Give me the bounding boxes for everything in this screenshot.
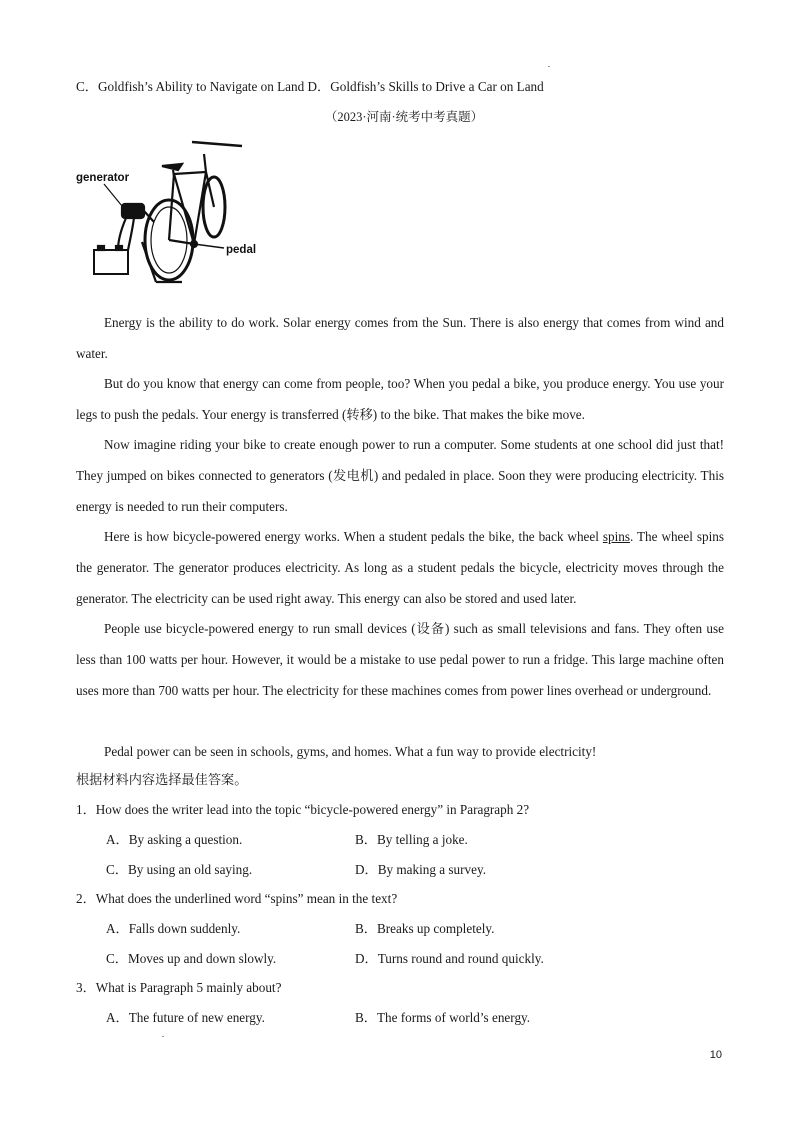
passage-paragraph-1: Energy is the ability to do work. Solar energy comes from the Sun. There is also energy that comes from wind and water. [76, 315, 724, 361]
passage-paragraph-4 [76, 521, 724, 614]
paragraph-4-text-end: . The wheel spins the generator. The generator produces electricity. As long as a student pedals the bicycle, electricity moves through the generator. The electricity can be used right away. This energy can also be stored and used later. [76, 529, 724, 606]
question-1-option-d[interactable]: D．By making a survey. [355, 862, 486, 877]
instruction: 根据材料内容选择最佳答案。 [76, 772, 248, 787]
question-2-option-b[interactable]: B．Breaks up completely. [355, 921, 495, 936]
question-3-option-a[interactable]: A．The future of new energy. [106, 1010, 265, 1025]
passage-paragraph-2: But do you know that energy can come from people, too? When you pedal a bike, you produce energy. You use your legs to push the pedals. Your energy is transferred (转移) to the bike. That makes the bike move. [76, 376, 724, 422]
bicycle-generator-figure [74, 132, 274, 284]
question-2-option-c[interactable]: C．Moves up and down slowly. [106, 951, 277, 966]
previous-question-options: C．Goldfish’s Ability to Navigate on Land D．Goldfish’s Skills to Drive a Car on Land [76, 79, 544, 94]
question-source: （2023·河南·统考中考真题） [324, 110, 484, 124]
question-3-option-b[interactable]: B．The forms of world’s energy. [355, 1010, 531, 1025]
pedal-label: pedal [226, 244, 257, 256]
scan-speck [548, 66, 550, 67]
question-1-stem: 1．How does the writer lead into the topic “bicycle-powered energy” in Paragraph 2? [76, 802, 530, 817]
paragraph-4-text-start: Here is how bicycle-powered energy works. When a student pedals the bike, the back wheel [104, 529, 603, 544]
question-1-option-a[interactable]: A．By asking a question. [106, 832, 243, 847]
question-3-stem: 3．What is Paragraph 5 mainly about? [76, 980, 282, 995]
question-2-stem: 2．What does the underlined word “spins” mean in the text? [76, 891, 398, 906]
page-number: 10 [709, 1049, 722, 1061]
passage-paragraph-6: Pedal power can be seen in schools, gyms, and homes. What a fun way to provide electricity! [104, 744, 597, 759]
scan-speck [162, 1036, 164, 1037]
question-2-option-a[interactable]: A．Falls down suddenly. [106, 921, 241, 936]
generator-label: generator [76, 172, 130, 184]
question-1-option-c[interactable]: C．By using an old saying. [106, 862, 253, 877]
passage-paragraph-5: People use bicycle-powered energy to run small devices (设备) such as small televisions and fans. They often use less than 100 watts per hour. However, it would be a mistake to use pedal power to run a fridge. This large machine often uses more than 700 watts per hour. The electricity for these machines comes from power lines overhead or underground. [76, 621, 724, 698]
underlined-word-spins: spins [602, 529, 630, 544]
question-2-option-d[interactable]: D．Turns round and round quickly. [355, 951, 544, 966]
question-1-option-b[interactable]: B．By telling a joke. [355, 832, 468, 847]
passage-paragraph-3: Now imagine riding your bike to create enough power to run a computer. Some students at one school did just that! They jumped on bikes connected to generators (发电机) and pedaled in place. Soon they were producing electricity. This energy is needed to run their computers. [76, 437, 724, 514]
